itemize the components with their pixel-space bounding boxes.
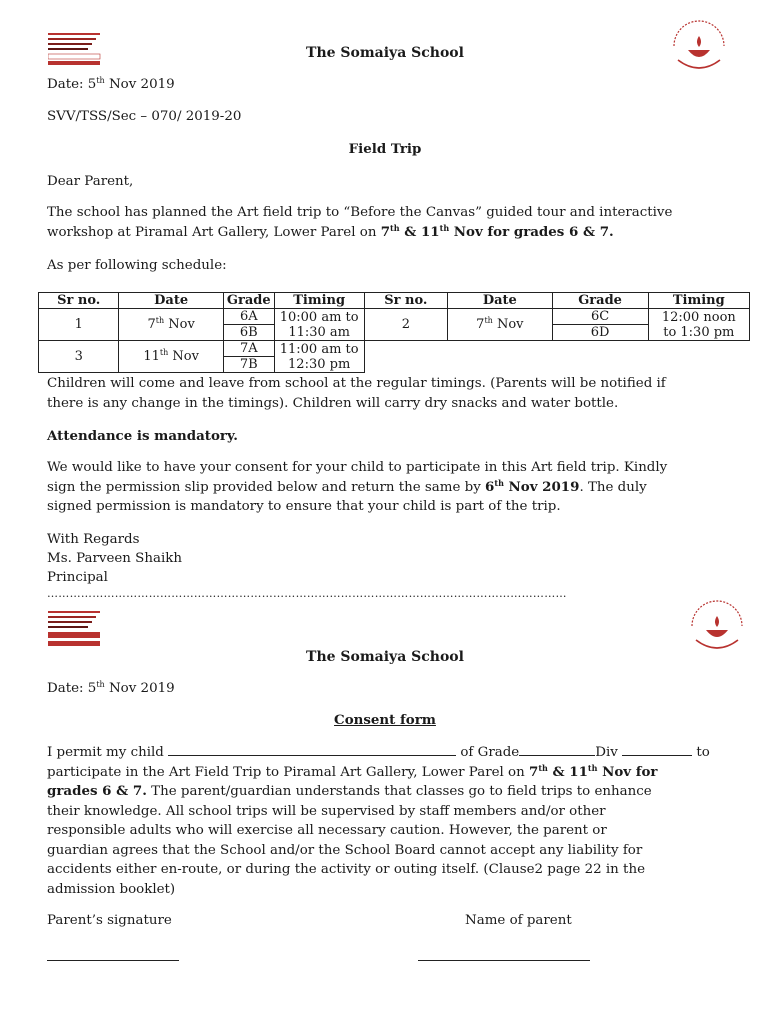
consent-form-title: Consent form [334, 712, 436, 728]
schedule-table [38, 292, 750, 373]
table-cell: 6C [552, 309, 648, 325]
table-header: Sr no. [364, 293, 448, 309]
table-cell: 12:00 noon to 1:30 pm [648, 309, 749, 341]
table-header: Date [119, 293, 223, 309]
consent-body: I permit my child of Grade Div to participate in the Art Field Trip to Piramal Art Gallery, Lower Parel on 7th & 11th Nov for grades 6 & 7. The parent/guardian understands that classes go to field trips to enhance their knowledge. All school trips will be supervised by staff members and/or other responsible adults who will exercise all necessary caution. However, the parent or guardian agrees that the School and/or the School Board cannot accept any liability for accidents either en-route, or during the activity or outing itself. (Clause2 page 22 in the admission booklet) [47, 745, 710, 897]
table-row [39, 341, 750, 357]
table-empty-cell [364, 341, 749, 373]
table-header: Timing [274, 293, 364, 309]
table-cell: 6D [552, 325, 648, 341]
consent-school-name: The Somaiya School [306, 649, 464, 665]
school-name: The Somaiya School [306, 45, 464, 61]
letter-date: Date: 5th Nov 2019 [47, 76, 175, 92]
table-cell: 7A [223, 341, 274, 357]
parent-signature-label: Parent’s signature [47, 913, 172, 928]
parent-name-field[interactable] [418, 960, 590, 961]
table-cell: 3 [39, 341, 119, 373]
signature-block [47, 530, 740, 587]
parent-name-label: Name of parent [465, 913, 572, 928]
signatory-name: Ms. Parveen Shaikh [47, 551, 182, 566]
signatory-designation: Principal [47, 570, 108, 585]
table-cell: 7B [223, 357, 274, 373]
table-header-row [39, 293, 750, 309]
table-row [39, 309, 750, 325]
table-cell: 7th Nov [448, 309, 552, 341]
table-cell: 7th Nov [119, 309, 223, 341]
regards: With Regards [47, 532, 140, 547]
reference-number: SVV/TSS/Sec – 070/ 2019-20 [47, 109, 242, 124]
table-header: Timing [648, 293, 749, 309]
schedule-intro: As per following schedule: [47, 258, 227, 273]
table-cell: 6B [223, 325, 274, 341]
greeting: Dear Parent, [47, 174, 134, 189]
consent-date: Date: 5th Nov 2019 [47, 680, 175, 696]
attendance-note: Attendance is mandatory. [47, 428, 238, 444]
letter-body-intro: The school has planned the Art field trip to “Before the Canvas” guided tour and interactive workshop at Piramal Art Gallery, Lower Parel on 7th & 11th Nov for grades 6 & 7. [47, 205, 673, 240]
table-cell: 1 [39, 309, 119, 341]
table-cell: 11th Nov [119, 341, 223, 373]
table-cell: 10:00 am to 11:30 am [274, 309, 364, 341]
table-header: Grade [223, 293, 274, 309]
child-name-field[interactable] [168, 743, 456, 756]
table-header: Sr no. [39, 293, 119, 309]
consent-request: We would like to have your consent for your child to participate in this Art field trip. Kindly sign the permission slip provided below and return the same by 6th Nov 2019. The duly signed permission is mandatory to ensure that your child is part of the trip. [47, 460, 668, 514]
parent-signature-field[interactable] [47, 960, 179, 961]
cut-line: ………………………………………………………………………………………………………………………… [47, 587, 567, 600]
table-header: Grade [552, 293, 648, 309]
letter-subject: Field Trip [348, 141, 422, 157]
school-logo-left [48, 608, 104, 648]
table-header: Date [448, 293, 552, 309]
table-cell: 2 [364, 309, 448, 341]
table-cell: 11:00 am to 12:30 pm [274, 341, 364, 373]
timings-note: Children will come and leave from school at the regular timings. (Parents will be notified if there is any change in the timings). Children will carry dry snacks and water bottle. [47, 376, 666, 411]
grade-field[interactable] [519, 743, 595, 756]
division-field[interactable] [622, 743, 692, 756]
table-cell: 6A [223, 309, 274, 325]
